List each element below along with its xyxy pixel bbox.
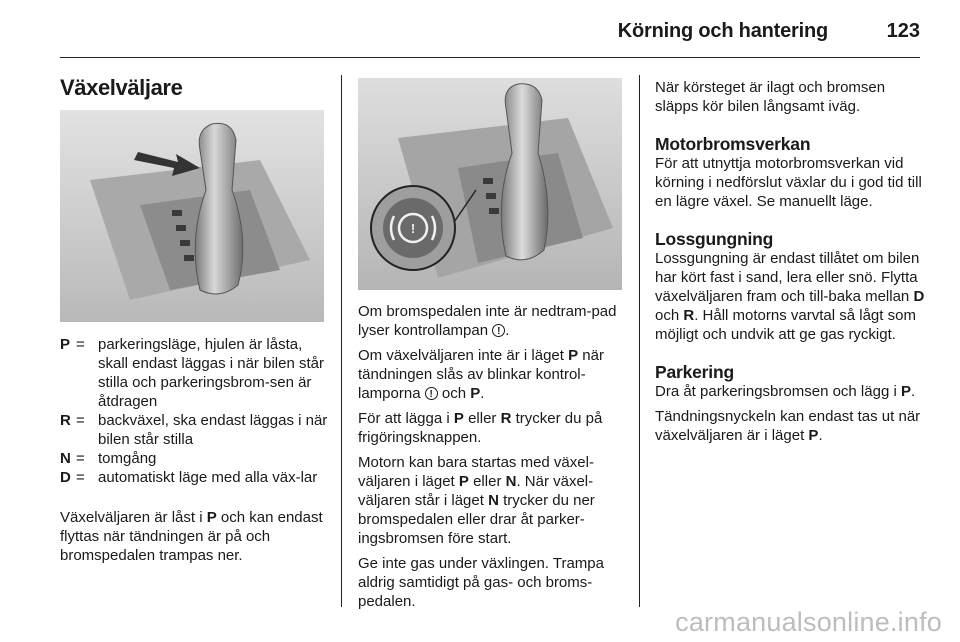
subheading: Motorbromsverkan — [655, 134, 811, 154]
text-run: . — [818, 427, 823, 444]
text-run: trycker du ner bromspedalen eller drar åt parker-ingsbromsen före start. — [358, 492, 595, 547]
column-divider — [341, 75, 342, 607]
text-run: Om bromspedalen inte är nedtram-pad lyser kontrollampan — [358, 303, 617, 339]
definition-eq: = — [76, 450, 85, 467]
paragraph — [358, 453, 634, 548]
definition-row — [60, 335, 332, 411]
text-run: eller — [463, 410, 501, 427]
definition-row — [60, 449, 332, 468]
gear-selector-image — [60, 110, 324, 322]
gear-letter: R — [683, 307, 695, 324]
gear-definition-list — [60, 335, 332, 487]
paragraph — [655, 407, 927, 445]
gear-letter: R — [500, 410, 512, 427]
definition-value: tomgång — [98, 450, 157, 467]
subheading: Parkering — [655, 362, 734, 382]
text-run: . När växel-väljaren står i läget — [358, 473, 594, 509]
definition-key: N — [60, 450, 71, 467]
text-run: . — [480, 385, 485, 402]
text-run: . — [505, 322, 510, 339]
definition-value: backväxel, ska endast läggas i när bilen står stilla — [98, 412, 328, 448]
text-run: och — [437, 385, 471, 402]
gear-letter: P — [470, 385, 481, 402]
brake-warning-image — [358, 78, 622, 290]
column-divider — [639, 75, 640, 607]
column-2-text — [358, 302, 634, 617]
column-3-text — [655, 78, 927, 451]
gear-letter: P — [458, 473, 469, 490]
text-run: och kan endast flyttas när tändningen är på och bromspedalen trampas ner. — [60, 509, 323, 564]
subheading: Lossgungning — [655, 229, 774, 249]
definition-key: D — [60, 469, 71, 486]
definition-value: automatiskt läge med alla väx-lar — [98, 469, 318, 486]
text-run: och — [655, 307, 684, 324]
gear-letter: P — [453, 410, 464, 427]
text-run: Om växelväljaren inte är i läget — [358, 347, 569, 364]
text-run: Lossgungning är endast tillåtet om bilen har kört fast i sand, lera eller snö. Flytta växelväljaren fram och till-baka mellan — [655, 250, 920, 305]
gear-letter: D — [913, 288, 925, 305]
header-rule — [60, 57, 920, 58]
definition-eq: = — [76, 412, 85, 429]
text-run: Dra åt parkeringsbromsen och lägg i — [655, 383, 901, 400]
text-run: . Håll motorns varvtal så lågt som möjligt och undvik att ge gas ryckigt. — [655, 307, 916, 343]
gear-letter: P — [206, 509, 217, 526]
gear-letter: N — [505, 473, 517, 490]
text-run: Växelväljaren är låst i — [60, 509, 207, 526]
text-run: trycker du på frigöringsknappen. — [358, 410, 603, 446]
svg-text:!: ! — [410, 221, 416, 236]
lock-paragraph — [60, 508, 332, 565]
gear-letter: P — [900, 383, 911, 400]
paragraph — [655, 249, 927, 344]
text-run: . — [910, 383, 916, 400]
watermark: carmanualsonline.info — [675, 607, 942, 637]
paragraph — [358, 346, 634, 403]
paragraph — [358, 302, 634, 340]
section-title: Växelväljare — [60, 75, 183, 100]
chapter-title: Körning och hantering — [617, 20, 828, 42]
gear-letter: P — [568, 347, 579, 364]
text-run: Tändningsnyckeln kan endast tas ut när växelväljaren är i läget — [655, 408, 921, 444]
paragraph: Ge inte gas under växlingen. Trampa aldrig samtidigt på gas- och broms-pedalen. — [358, 555, 604, 610]
definition-row — [60, 411, 332, 449]
definition-value: parkeringsläge, hjulen är låsta, skall endast läggas i när bilen står stilla och parkeringsbrom-sen är åtdragen — [98, 336, 324, 410]
text-run: när tändningen slås av blinkar kontrol-lamporna — [358, 347, 604, 402]
definition-eq: = — [76, 469, 85, 486]
gear-letter: N — [488, 492, 499, 509]
definition-key: P — [60, 336, 71, 353]
paragraph: För att utnyttja motorbromsverkan vid körning i nedförslut växlar du i god tid till en lägre växel. Se manuellt läge. — [655, 155, 922, 210]
definition-eq: = — [76, 336, 85, 353]
page-number: 123 — [886, 20, 920, 42]
paragraph — [358, 409, 634, 447]
brake-warning-icon — [425, 387, 438, 400]
paragraph: När körsteget är ilagt och bromsen släpps kör bilen långsamt iväg. — [655, 79, 886, 115]
definition-row — [60, 468, 332, 487]
text-run: För att lägga i — [358, 410, 454, 427]
text-run: eller — [468, 473, 506, 490]
text-run: Motorn kan bara startas med växel-väljaren i läget — [358, 454, 594, 490]
definition-key: R — [60, 412, 71, 429]
gear-letter: P — [808, 427, 819, 444]
brake-warning-icon — [492, 324, 505, 337]
paragraph — [655, 382, 927, 401]
